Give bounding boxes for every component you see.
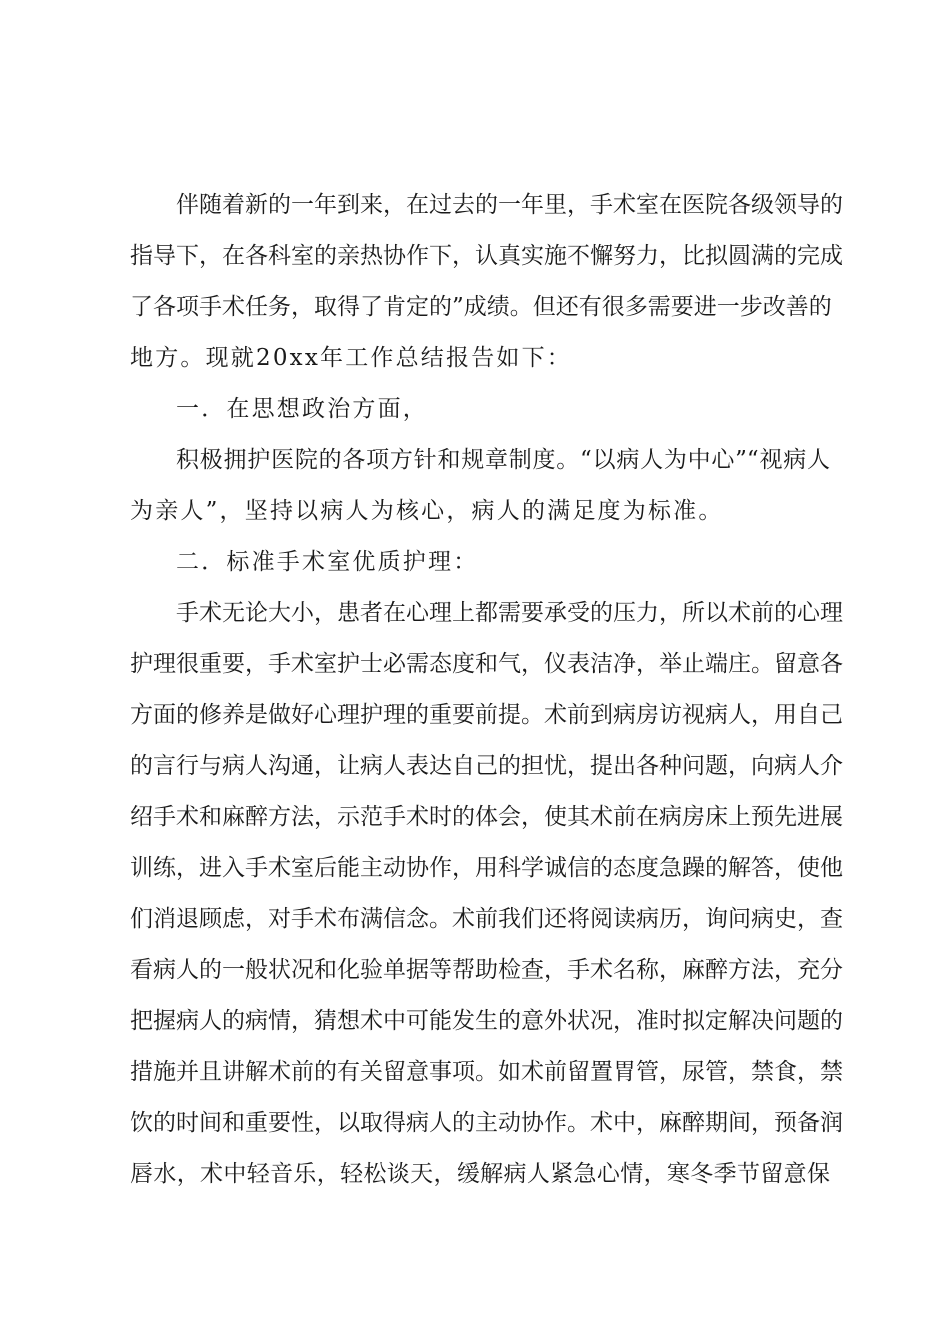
paragraph-1-line-1: 伴随着新的一年到来，在过去的一年里，手术室在医院各级领导的 [176,192,843,218]
paragraph-1-line-4: 地方。现就20xx年工作总结报告如下： [130,345,573,371]
paragraph-2-line-2: 为亲人”，坚持以病人为核心，病人的满足度为标准。 [130,498,724,524]
paragraph-2-line-1: 积极拥护医院的各项方针和规章制度。“以病人为中心”“视病人 [176,447,830,473]
section-heading-2: 二．标准手术室优质护理： [176,549,479,575]
paragraph-3-line-1: 手术无论大小，患者在心理上都需要承受的压力，所以术前的心理 [176,600,843,626]
section-heading-1: 一．在思想政治方面， [176,396,428,422]
paragraph-3-line-4: 的言行与病人沟通，让病人表达自己的担忧，提出各种问题，向病人介 [130,753,843,779]
paragraph-3-line-2: 护理很重要，手术室护士必需态度和气，仪表洁净，举止端庄。留意各 [130,651,843,677]
paragraph-3-line-10: 措施并且讲解术前的有关留意事项。如术前留置胃管，尿管，禁食，禁 [130,1059,843,1085]
paragraph-1-line-3: 了各项手术任务，取得了肯定的”成绩。但还有很多需要进一步改善的 [130,294,832,320]
paragraph-3-line-6: 训练，进入手术室后能主动协作，用科学诚信的态度急躁的解答，使他 [130,855,843,881]
paragraph-3-line-7: 们消退顾虑，对手术布满信念。术前我们还将阅读病历，询问病史，查 [130,906,843,932]
paragraph-3-line-12: 唇水，术中轻音乐，轻松谈天，缓解病人紧急心情，寒冬季节留意保 [130,1161,830,1187]
paragraph-3-line-9: 把握病人的病情，猜想术中可能发生的意外状况，准时拟定解决问题的 [130,1008,843,1034]
paragraph-3-line-3: 方面的修养是做好心理护理的重要前提。术前到病房访视病人，用自己 [130,702,843,728]
paragraph-3-line-5: 绍手术和麻醉方法，示范手术时的体会，使其术前在病房床上预先进展 [130,804,843,830]
paragraph-3-line-8: 看病人的一般状况和化验单据等帮助检查，手术名称，麻醉方法，充分 [130,957,843,983]
paragraph-3-line-11: 饮的时间和重要性，以取得病人的主动协作。术中，麻醉期间，预备润 [130,1110,843,1136]
paragraph-1-line-2: 指导下，在各科室的亲热协作下，认真实施不懈努力，比拟圆满的完成 [130,243,843,269]
